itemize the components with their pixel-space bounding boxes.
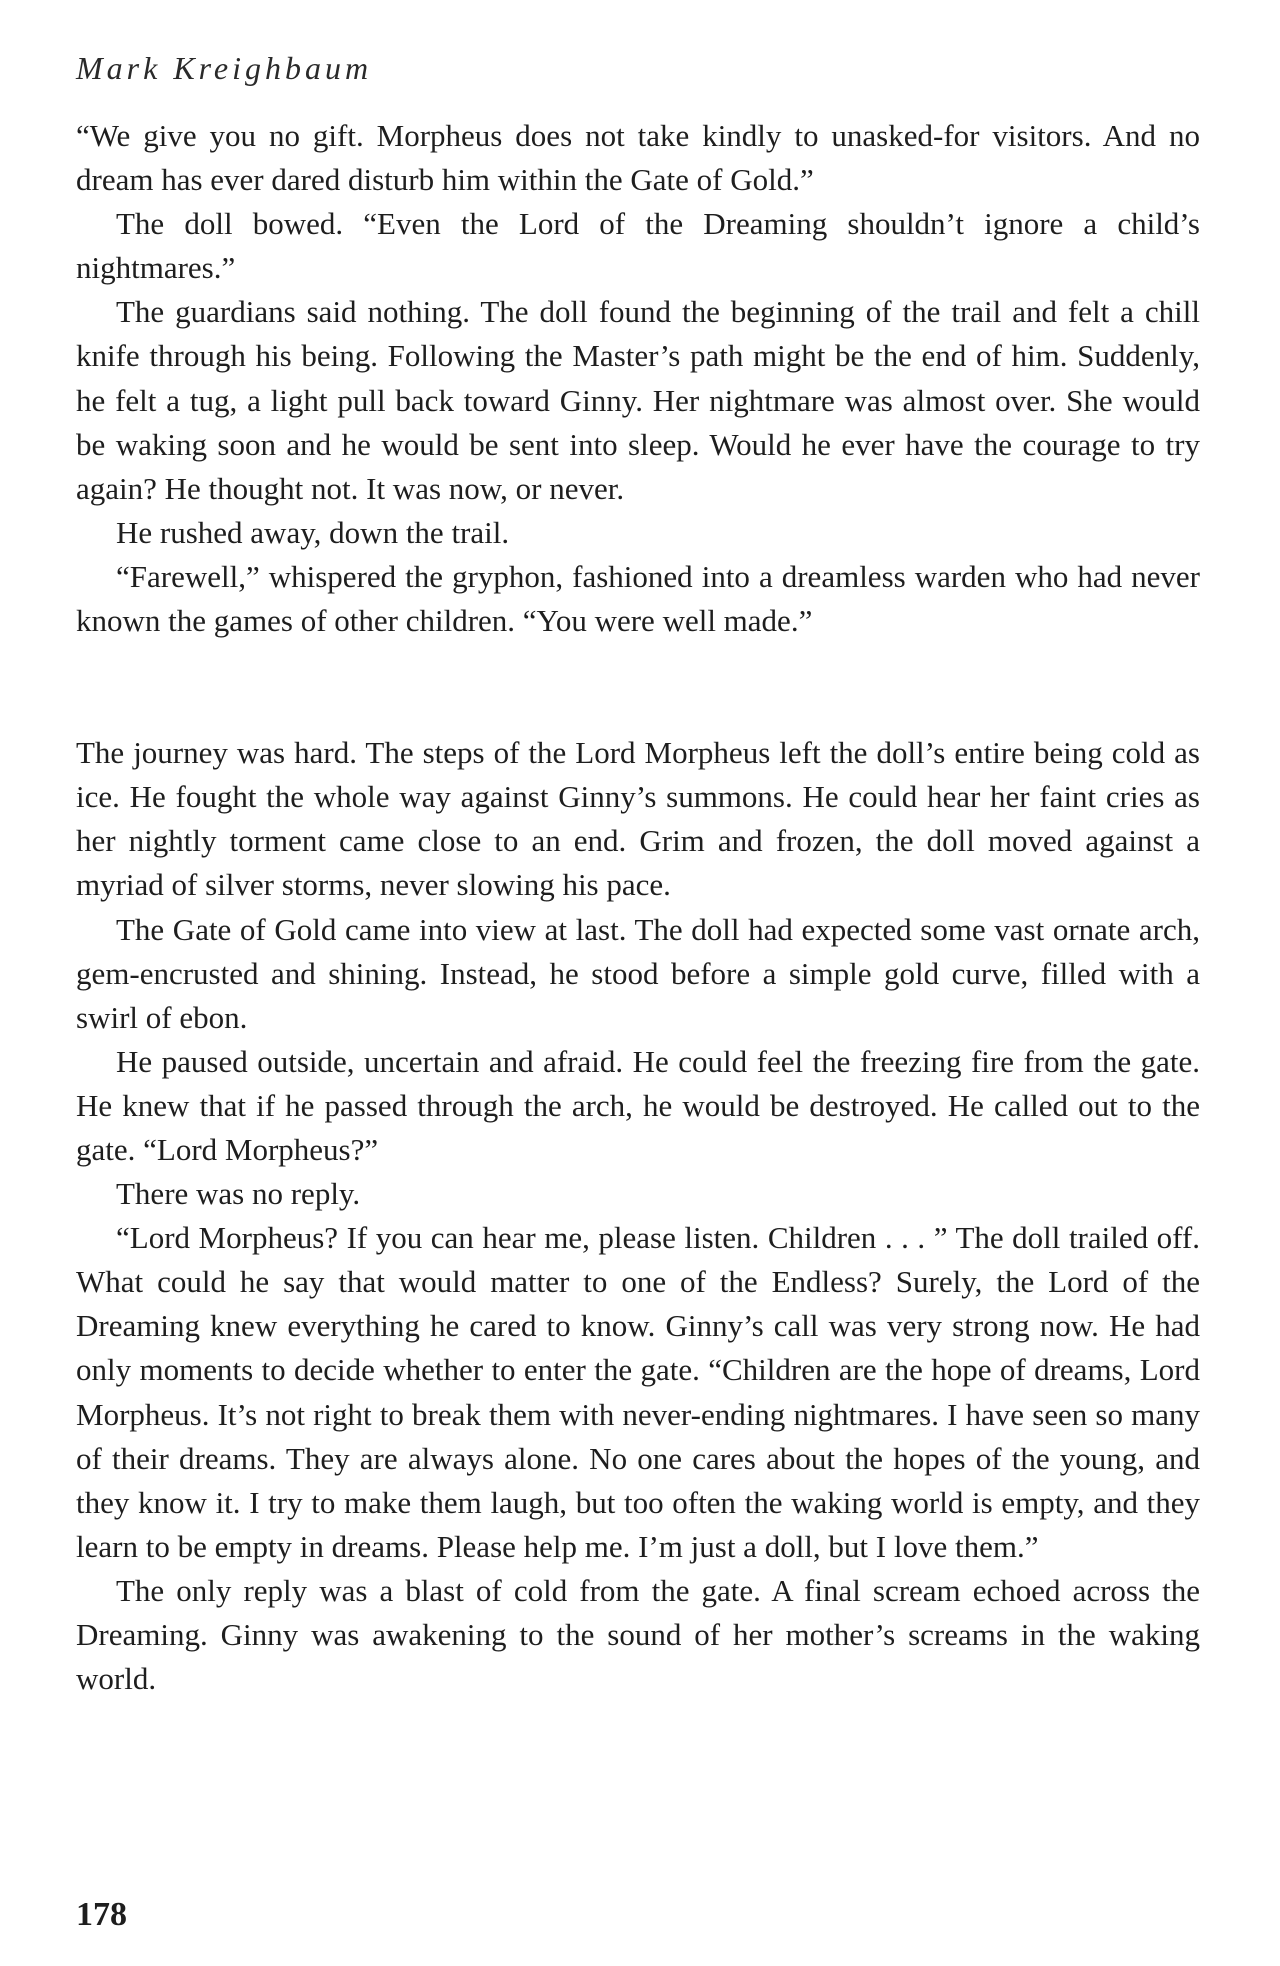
paragraph: “Farewell,” whispered the gryphon, fashioned into a dreamless warden who had never known the games of other children. “You were well made.” xyxy=(76,558,1200,639)
paragraph: The guardians said nothing. The doll found the beginning of the trail and felt a chill knife through his being. Following the Master’s path might be the end of him. Suddenly, he felt a tug, a light pull back toward Ginny. Her nightmare was almost over. She would be waking soon and he would be sent into sleep. Would he ever have the courage to try again? He thought not. It was now, or never. xyxy=(76,294,1200,506)
paragraph: He paused outside, uncertain and afraid. He could feel the freezing fire from the gate. He knew that if he passed through the arch, he would be destroyed. He called out to the gate. “Lord Morpheus?” xyxy=(76,1043,1200,1167)
paragraph: There was no reply. xyxy=(116,1176,361,1212)
paragraph: “We give you no gift. Morpheus does not take kindly to unasked-for visitors. And no dream has ever dared disturb him within the Gate of Gold.” xyxy=(76,118,1200,198)
paragraph: The only reply was a blast of cold from the gate. A final scream echoed across the Dreaming. Ginny was awakening to the sound of her mother’s screams in the waking world. xyxy=(76,1572,1200,1697)
page-number: 178 xyxy=(76,1896,127,1933)
body-text xyxy=(76,114,1200,1701)
paragraph: The journey was hard. The steps of the Lord Morpheus left the doll’s entire being cold as ice. He fought the whole way against Ginny’s summons. He could hear her faint cries as her nightly torment came close to an end. Grim and frozen, the doll moved against a myriad of silver storms, never slowing his pace. xyxy=(76,735,1200,903)
paragraph: He rushed away, down the trail. xyxy=(116,514,510,550)
paragraph: “Lord Morpheus? If you can hear me, please listen. Children . . . ” The doll trailed off. What could he say that would matter to one of the Endless? Surely, the Lord of the Dreaming knew everything he cared to know. Ginny’s call was very strong now. He had only moments to decide whether to enter the gate. “Children are the hope of dreams, Lord Morpheus. It’s not right to break them with never-ending nightmares. I have seen so many of their dreams. They are always alone. No one cares about the hopes of the young, and they know it. I try to make them laugh, but too often the waking world is empty, and they learn to be empty in dreams. Please help me. I’m just a doll, but I love them.” xyxy=(76,1220,1200,1564)
section-break xyxy=(76,643,1200,731)
paragraph: The Gate of Gold came into view at last. The doll had expected some vast ornate arch, gem-encrusted and shining. Instead, he stood before a simple gold curve, filled with a swirl of ebon. xyxy=(76,911,1200,1035)
running-head-author: Mark Kreighbaum xyxy=(76,50,373,86)
paragraph: The doll bowed. “Even the Lord of the Dreaming shouldn’t ignore a child’s nightmares.” xyxy=(76,206,1200,286)
